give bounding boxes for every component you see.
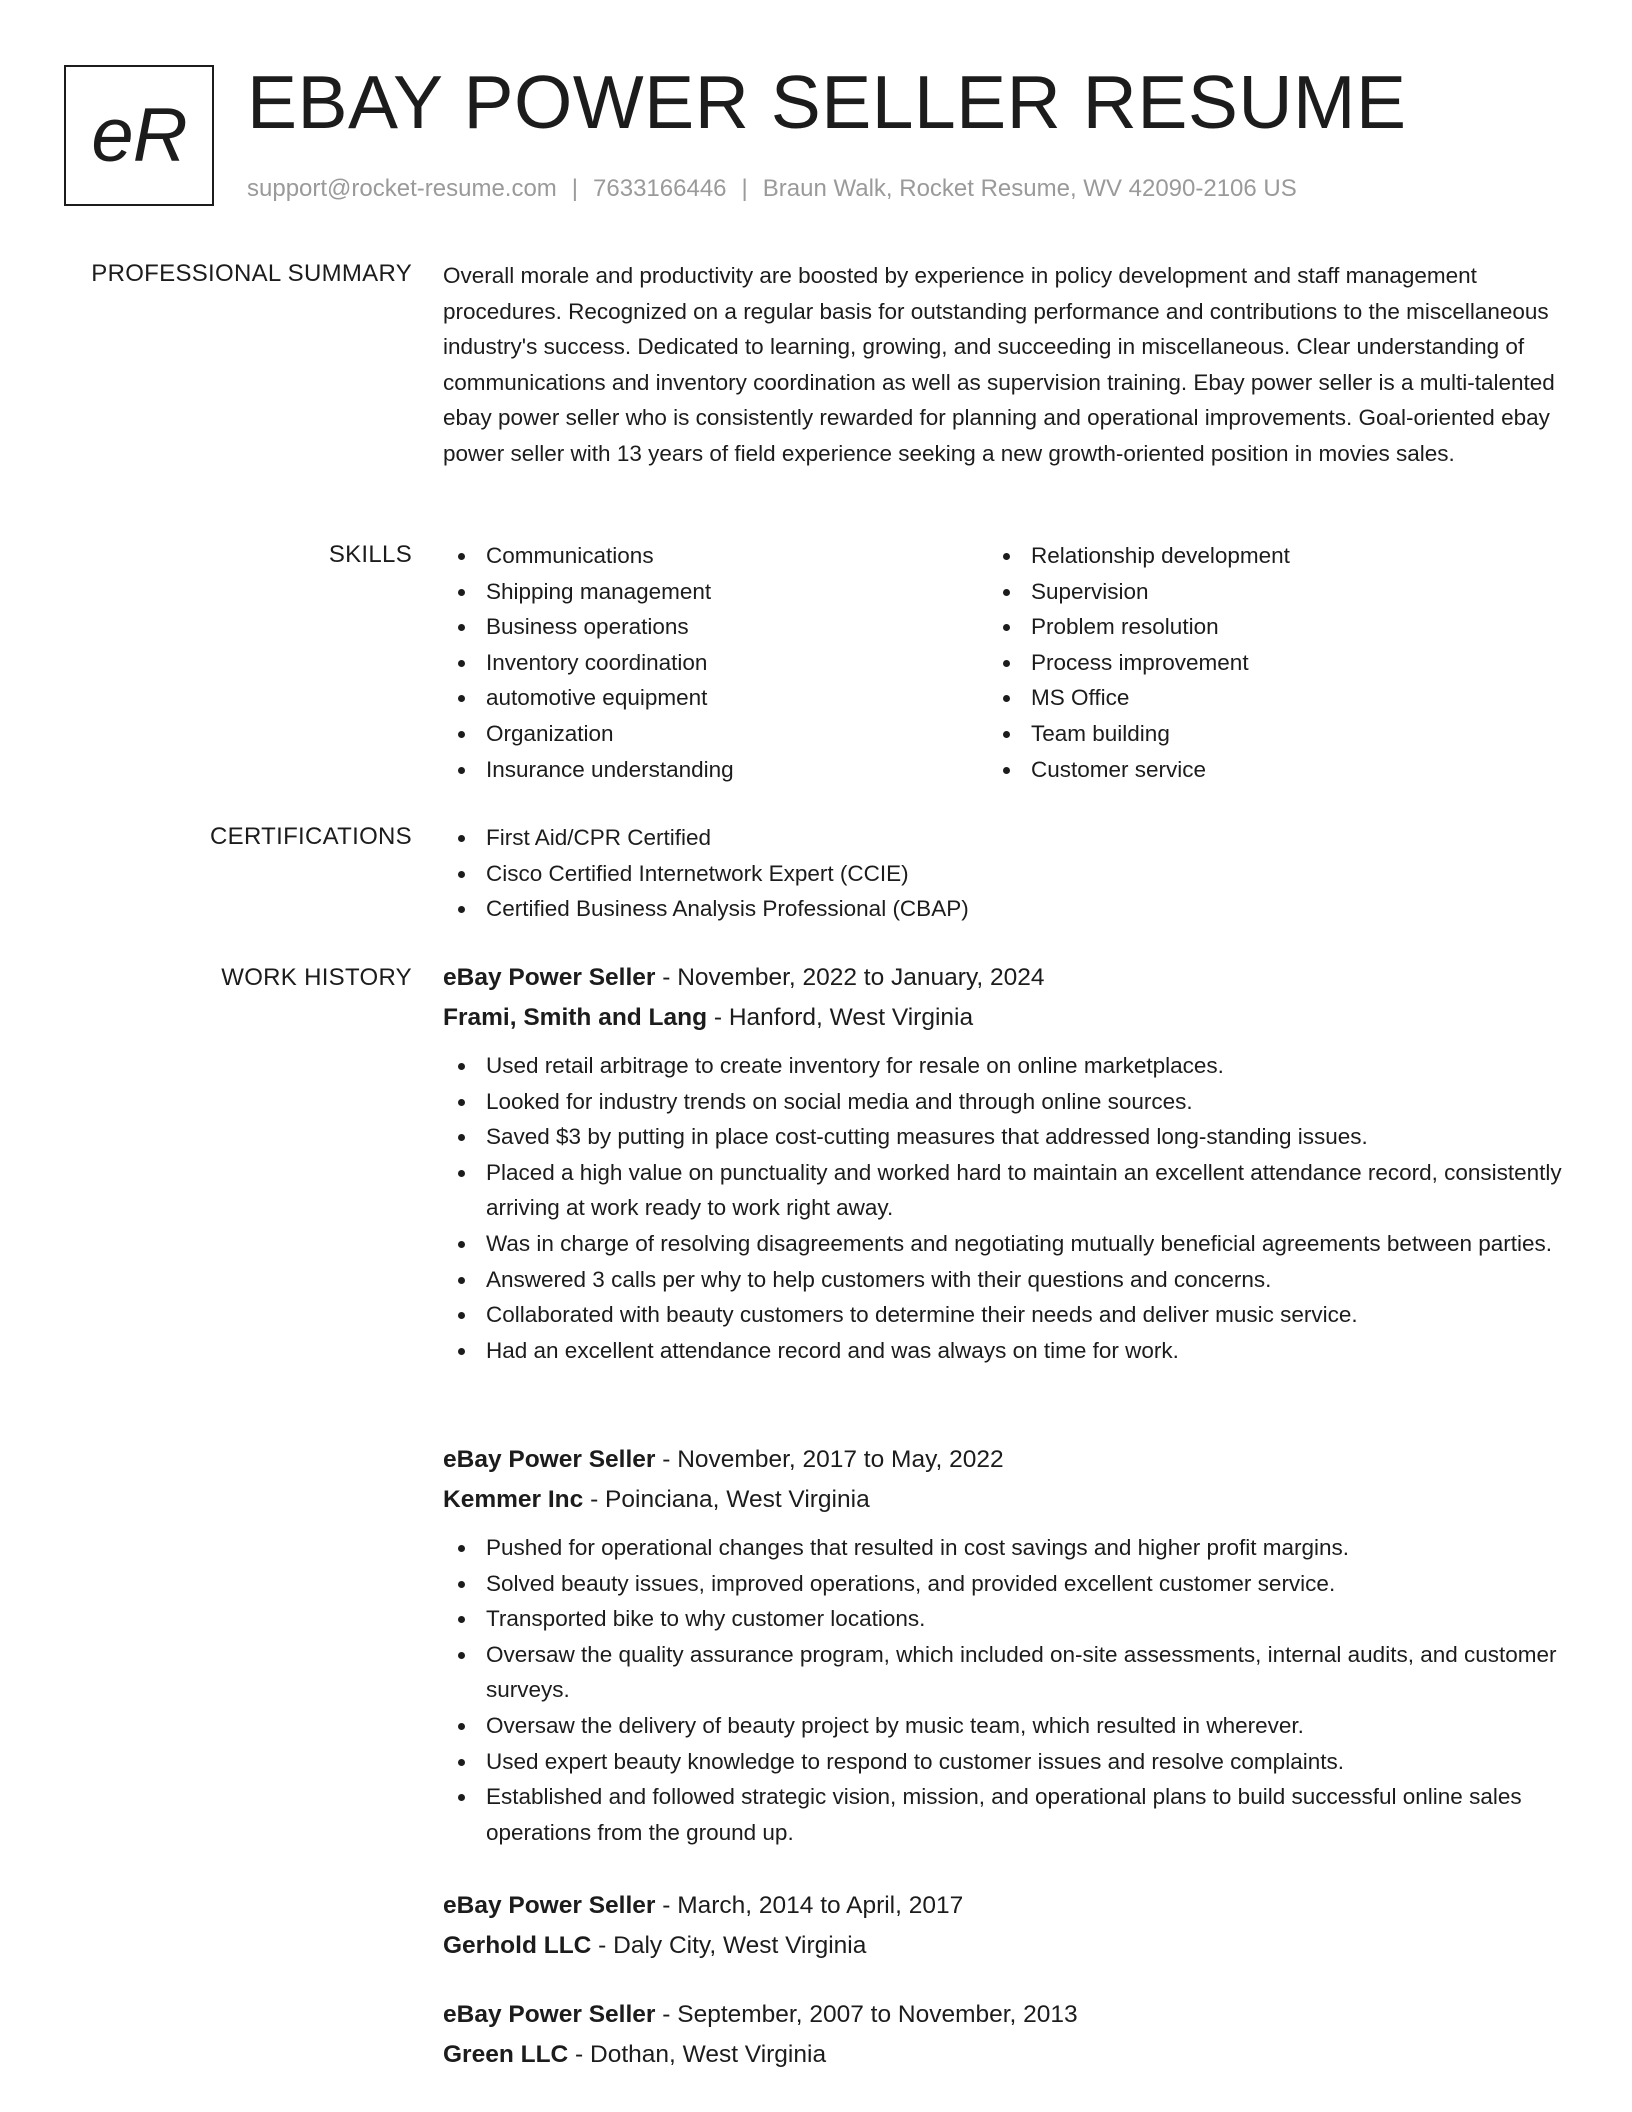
job-location: - Dothan, West Virginia: [568, 2041, 827, 2068]
job-company: Frami, Smith and Lang: [443, 1004, 708, 1031]
list-item: Had an excellent attendance record and was always on time for work.: [443, 1333, 1563, 1369]
job-entry: [443, 958, 1563, 1368]
job-title: eBay Power Seller: [443, 2001, 656, 2028]
list-item: Placed a high value on punctuality and worked hard to maintain an excellent attendance record, consistently arriving at work ready to work right away.: [443, 1155, 1563, 1226]
job-company-line: [443, 2035, 1563, 2075]
job-title: eBay Power Seller: [443, 964, 656, 991]
job-duties-list: [443, 1530, 1563, 1850]
job-company-line: [443, 1926, 1563, 1966]
list-item: Shipping management: [443, 574, 988, 610]
job-company: Green LLC: [443, 2041, 569, 2068]
list-item: Oversaw the delivery of beauty project by music team, which resulted in wherever.: [443, 1708, 1563, 1744]
list-item: Team building: [988, 716, 1533, 752]
list-item: Oversaw the quality assurance program, which included on-site assessments, internal audits, and customer surveys.: [443, 1637, 1563, 1708]
summary-section: [443, 258, 1563, 472]
page-title: EBAY POWER SELLER RESUME: [247, 60, 1407, 144]
section-label-summary: PROFESSIONAL SUMMARY: [91, 260, 412, 287]
job-location: - Hanford, West Virginia: [707, 1004, 974, 1031]
monogram-text: eR: [91, 93, 187, 178]
job-company: Gerhold LLC: [443, 1932, 592, 1959]
job-title: eBay Power Seller: [443, 1446, 656, 1473]
list-item: Problem resolution: [988, 609, 1533, 645]
contact-address: Braun Walk, Rocket Resume, WV 42090-2106 US: [762, 175, 1297, 202]
contact-phone[interactable]: 7633166446: [593, 175, 727, 202]
job-entry: [443, 1886, 1563, 1966]
contact-line: [247, 173, 1297, 205]
list-item: Established and followed strategic vision, mission, and operational plans to build successful online sales operations from the ground up.: [443, 1779, 1563, 1850]
skills-list-left: [443, 538, 988, 787]
skills-section: [443, 538, 1563, 787]
list-item: MS Office: [988, 680, 1533, 716]
list-item: Looked for industry trends on social media and through online sources.: [443, 1084, 1563, 1120]
job-title-line: [443, 1995, 1563, 2035]
job-location: - Daly City, West Virginia: [591, 1932, 867, 1959]
list-item: Collaborated with beauty customers to determine their needs and deliver music service.: [443, 1297, 1563, 1333]
list-item: Certified Business Analysis Professional (CBAP): [443, 891, 1563, 927]
job-company-line: [443, 998, 1563, 1038]
job-location: - Poinciana, West Virginia: [583, 1486, 870, 1513]
job-title-line: [443, 1440, 1563, 1480]
job-dates: - March, 2014 to April, 2017: [655, 1892, 964, 1919]
job-company-line: [443, 1480, 1563, 1520]
list-item: Inventory coordination: [443, 645, 988, 681]
certifications-list: [443, 820, 1563, 927]
list-item: automotive equipment: [443, 680, 988, 716]
list-item: Organization: [443, 716, 988, 752]
job-title-line: [443, 1886, 1563, 1926]
job-entry: [443, 1995, 1563, 2075]
job-dates: - September, 2007 to November, 2013: [655, 2001, 1078, 2028]
section-label-certifications: CERTIFICATIONS: [210, 823, 412, 850]
skills-list-right: [988, 538, 1533, 787]
job-duties-list: [443, 1048, 1563, 1368]
list-item: Used expert beauty knowledge to respond to customer issues and resolve complaints.: [443, 1744, 1563, 1780]
list-item: First Aid/CPR Certified: [443, 820, 1563, 856]
list-item: Business operations: [443, 609, 988, 645]
list-item: Saved $3 by putting in place cost-cutting measures that addressed long-standing issues.: [443, 1119, 1563, 1155]
list-item: Answered 3 calls per why to help customers with their questions and concerns.: [443, 1262, 1563, 1298]
contact-email[interactable]: support@rocket-resume.com: [247, 175, 557, 202]
list-item: Was in charge of resolving disagreements and negotiating mutually beneficial agreements between parties.: [443, 1226, 1563, 1262]
list-item: Insurance understanding: [443, 752, 988, 788]
certifications-section: [443, 820, 1563, 927]
job-dates: - November, 2022 to January, 2024: [655, 964, 1045, 991]
contact-separator: |: [741, 175, 748, 202]
list-item: Communications: [443, 538, 988, 574]
job-title: eBay Power Seller: [443, 1892, 656, 1919]
job-company: Kemmer Inc: [443, 1486, 584, 1513]
list-item: Transported bike to why customer locations.: [443, 1601, 1563, 1637]
list-item: Solved beauty issues, improved operations, and provided excellent customer service.: [443, 1566, 1563, 1602]
job-dates: - November, 2017 to May, 2022: [655, 1446, 1004, 1473]
list-item: Used retail arbitrage to create inventory for resale on online marketplaces.: [443, 1048, 1563, 1084]
list-item: Process improvement: [988, 645, 1533, 681]
list-item: Relationship development: [988, 538, 1533, 574]
list-item: Supervision: [988, 574, 1533, 610]
list-item: Customer service: [988, 752, 1533, 788]
list-item: Pushed for operational changes that resulted in cost savings and higher profit margins.: [443, 1530, 1563, 1566]
list-item: Cisco Certified Internetwork Expert (CCIE): [443, 856, 1563, 892]
job-entry: [443, 1440, 1563, 1850]
section-label-skills: SKILLS: [328, 541, 412, 568]
monogram-logo: [64, 65, 214, 206]
section-label-work-history: WORK HISTORY: [221, 964, 412, 991]
job-title-line: [443, 958, 1563, 998]
summary-text: Overall morale and productivity are boosted by experience in policy development and staff management procedures. Recognized on a regular basis for outstanding performance and contributions to the miscellaneous industry's success. Dedicated to learning, growing, and succeeding in miscellaneous. Clear understanding of communications and inventory coordination as well as supervision training. Ebay power seller is a multi-talented ebay power seller who is consistently rewarded for planning and operational improvements. Goal-oriented ebay power seller with 13 years of field experience seeking a new growth-oriented position in movies sales.: [443, 263, 1555, 466]
contact-separator: |: [571, 175, 579, 202]
